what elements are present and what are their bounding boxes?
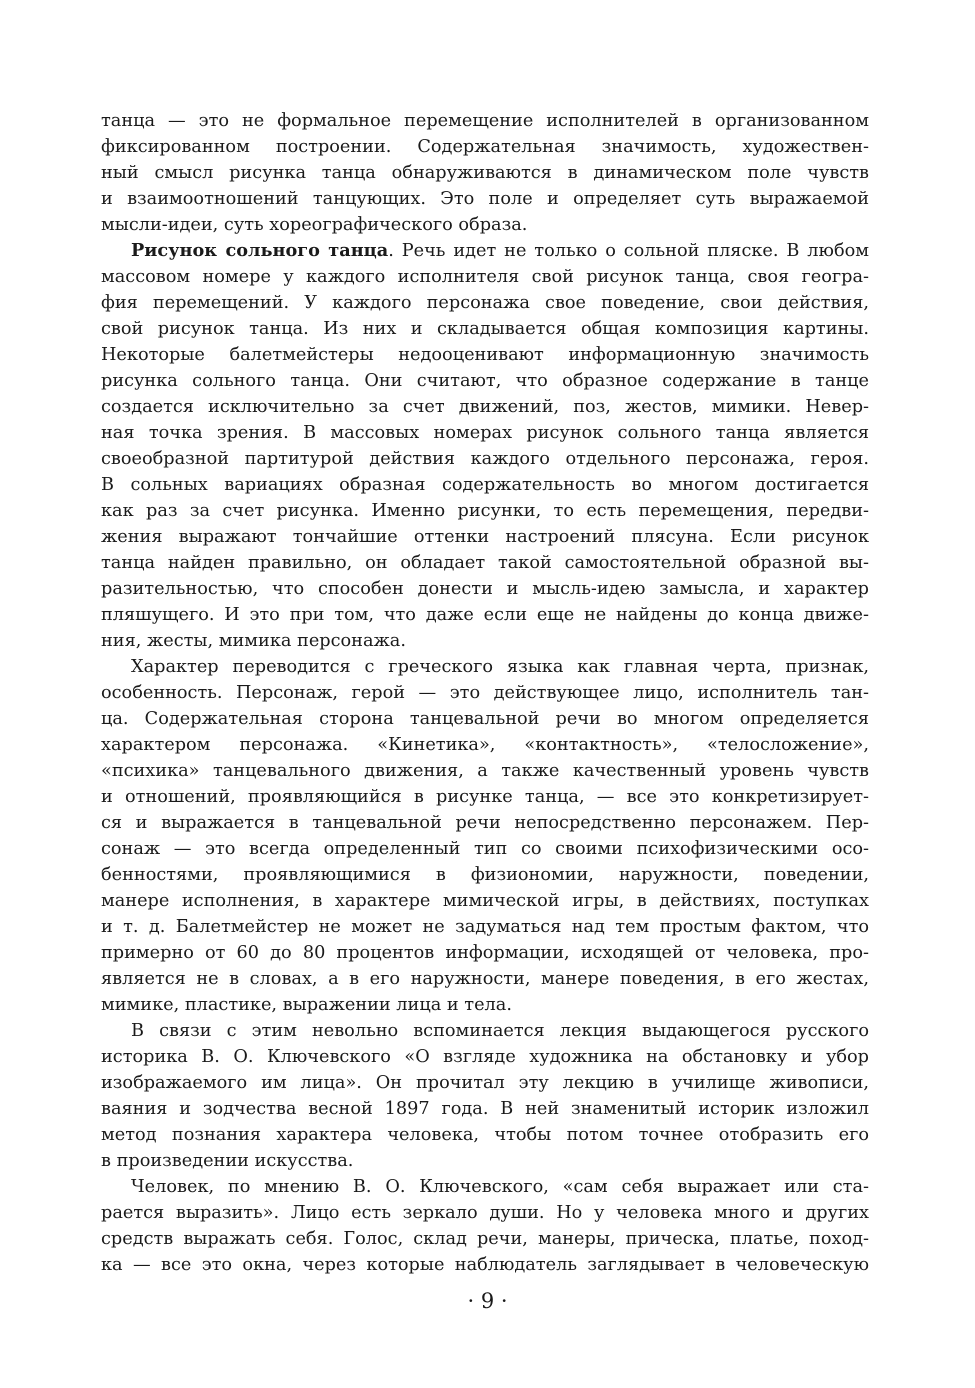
text-line: В сольных вариациях образная содержательность во многом достигается <box>101 475 869 495</box>
text-line: танца — это не формальное перемещение исполнителей в организованном <box>101 111 869 131</box>
text-line: и т. д. Балетмейстер не может не задуматься над тем простым фактом, что <box>101 917 869 937</box>
text-line: танца найден правильно, он обладает такой самостоятельной образной вы- <box>101 553 869 573</box>
paragraph-4 <box>101 1018 869 1174</box>
text-line: ния, жесты, мимика персонажа. <box>101 631 406 651</box>
text-line: «психика» танцевального движения, а также качественный уровень чувств <box>101 761 869 781</box>
text-line: является не в словах, а в его наружности, манере поведения, в его жестах, <box>101 969 869 989</box>
text-line: мысли-идеи, суть хореографического образа. <box>101 215 528 235</box>
text-line: ная точка зрения. В массовых номерах рисунок сольного танца является <box>101 423 869 443</box>
text-line: примерно от 60 до 80 процентов информации, исходящей от человека, про- <box>101 943 869 963</box>
text-line: бенностями, проявляющимися в физиономии, наружности, поведении, <box>101 865 869 885</box>
text-line: Некоторые балетмейстеры недооценивают информационную значимость <box>101 345 869 365</box>
text-line: в произведении искусства. <box>101 1151 354 1171</box>
text-line: Человек, по мнению В. О. Ключевского, «сам себя выражает или ста- <box>131 1177 869 1197</box>
text-line: изображаемого им лица». Он прочитал эту лекцию в училище живописи, <box>101 1073 869 1093</box>
text-line: манере исполнения, в характере мимической игры, в действиях, поступках <box>101 891 869 911</box>
text-line: рисунка сольного танца. Они считают, что образное содержание в танце <box>101 371 869 391</box>
text-line: фия перемещений. У каждого персонажа свое поведение, свои действия, <box>101 293 869 313</box>
text-line: сонаж — это всегда определенный тип со своими психофизическими осо- <box>101 839 869 859</box>
text-line: фиксированном построении. Содержательная значимость, художествен- <box>101 137 869 157</box>
section-lead-in: Рисунок сольного танца <box>131 240 389 261</box>
text-line: В связи с этим невольно вспоминается лекция выдающегося русского <box>131 1021 869 1041</box>
text-line: Характер переводится с греческого языка как главная черта, признак, <box>131 657 869 677</box>
text-line: ся и выражается в танцевальной речи непосредственно персонажем. Пер- <box>101 813 869 833</box>
text-line: ца. Содержательная сторона танцевальной речи во многом определяется <box>101 709 869 729</box>
text-fragment: . Речь идет не только о сольной пляске. В любом <box>388 241 869 261</box>
text-line: жения выражают тончайшие оттенки настроений плясуна. Если рисунок <box>101 527 869 547</box>
text-line: как раз за счет рисунка. Именно рисунки, то есть перемещения, передви- <box>101 501 869 521</box>
text-line: ка — все это окна, через которые наблюдатель заглядывает в человеческую <box>101 1255 869 1275</box>
text-line: пляшущего. И это при том, что даже если еще не найдены до конца движе- <box>101 605 869 625</box>
paragraph-1 <box>101 108 869 238</box>
text-line: мимике, пластике, выражении лица и тела. <box>101 995 512 1015</box>
text-line: и взаимоотношений танцующих. Это поле и определяет суть выражаемой <box>101 189 869 209</box>
text-line: характером персонажа. «Кинетика», «контактность», «телосложение», <box>101 735 869 755</box>
text-line: разительностью, что способен донести и мысль-идею замысла, и характер <box>101 579 869 599</box>
text-line: метод познания характера человека, чтобы потом точнее отобразить его <box>101 1125 869 1145</box>
text-line: своеобразной партитурой действия каждого отдельного персонажа, героя. <box>101 449 869 469</box>
text-line: и отношений, проявляющийся в рисунке танца, — все это конкретизирует- <box>101 787 869 807</box>
paragraph-3 <box>101 654 869 1018</box>
text-line: рается выразить». Лицо есть зеркало души. Но у человека много и других <box>101 1203 869 1223</box>
paragraph-5 <box>101 1174 869 1278</box>
page-body <box>101 108 869 1278</box>
text-line: ваяния и зодчества весной 1897 года. В ней знаменитый историк изложил <box>101 1099 869 1119</box>
text-line: свой рисунок танца. Из них и складывается общая композиция картины. <box>101 319 869 339</box>
page-number: · 9 · <box>467 1289 508 1313</box>
text-line: особенность. Персонаж, герой — это действующее лицо, исполнитель тан- <box>101 683 869 703</box>
text-line: массовом номере у каждого исполнителя свой рисунок танца, своя геогра- <box>101 267 869 287</box>
paragraph-2 <box>101 238 869 654</box>
text-line: средств выражать себя. Голос, склад речи, манеры, прическа, платье, поход- <box>101 1229 869 1249</box>
text-line <box>101 238 869 264</box>
text-line: историка В. О. Ключевского «О взгляде художника на обстановку и убор <box>101 1047 869 1067</box>
text-line: ный смысл рисунка танца обнаруживаются в динамическом поле чувств <box>101 163 869 183</box>
text-line: создается исключительно за счет движений, поз, жестов, мимики. Невер- <box>101 397 869 417</box>
